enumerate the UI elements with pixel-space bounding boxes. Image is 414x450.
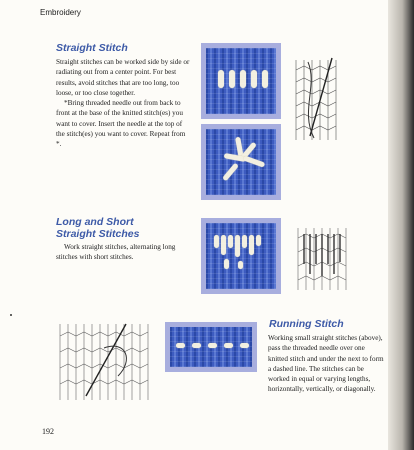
long-short-title: Long and Short Straight Stitches: [56, 216, 140, 240]
knit-fabric: [206, 48, 276, 114]
straight-star-swatch: [201, 124, 281, 200]
long-short-swatch: [201, 218, 281, 294]
printing-dot: [10, 314, 12, 316]
straight-needle-diagram: [288, 56, 344, 146]
page-number: 192: [42, 427, 54, 436]
straight-stitch-para-2: *Bring threaded needle out from back to front at the base of the knitted stitch(es) you want to cover. Insert the needle at the top of the stitch(es) you want to cover. Repeat from *.: [56, 99, 186, 149]
long-short-diagram: [292, 224, 350, 294]
straight-stitch-text: [56, 57, 192, 150]
running-stitch-text: Working small straight stitches (above), pass the threaded needle over one knitted stitch and under the next to form a dashed line. The stitches can be worked in equal or varying lengths, horizontally, vertically, or diagonally.: [268, 334, 384, 394]
straight-stitch-title: Straight Stitch: [56, 42, 128, 54]
long-short-text: Work straight stitches, alternating long stitches with short stitches.: [56, 243, 176, 262]
running-needle-diagram: [56, 320, 156, 404]
chapter-header: Embroidery: [40, 8, 81, 17]
knit-fabric: [206, 129, 276, 195]
straight-stitch-para-1: Straight stitches can be worked side by side or radiating out from a center point. For best results, avoid stitches that are too long, too loose, or too close together.: [56, 58, 190, 97]
running-stitch-swatch: [165, 322, 257, 372]
knit-fabric: [206, 223, 276, 289]
book-spine: [388, 0, 414, 450]
knit-fabric: [170, 327, 252, 367]
straight-stitch-swatch: [201, 43, 281, 119]
running-stitch-title: Running Stitch: [269, 318, 344, 330]
